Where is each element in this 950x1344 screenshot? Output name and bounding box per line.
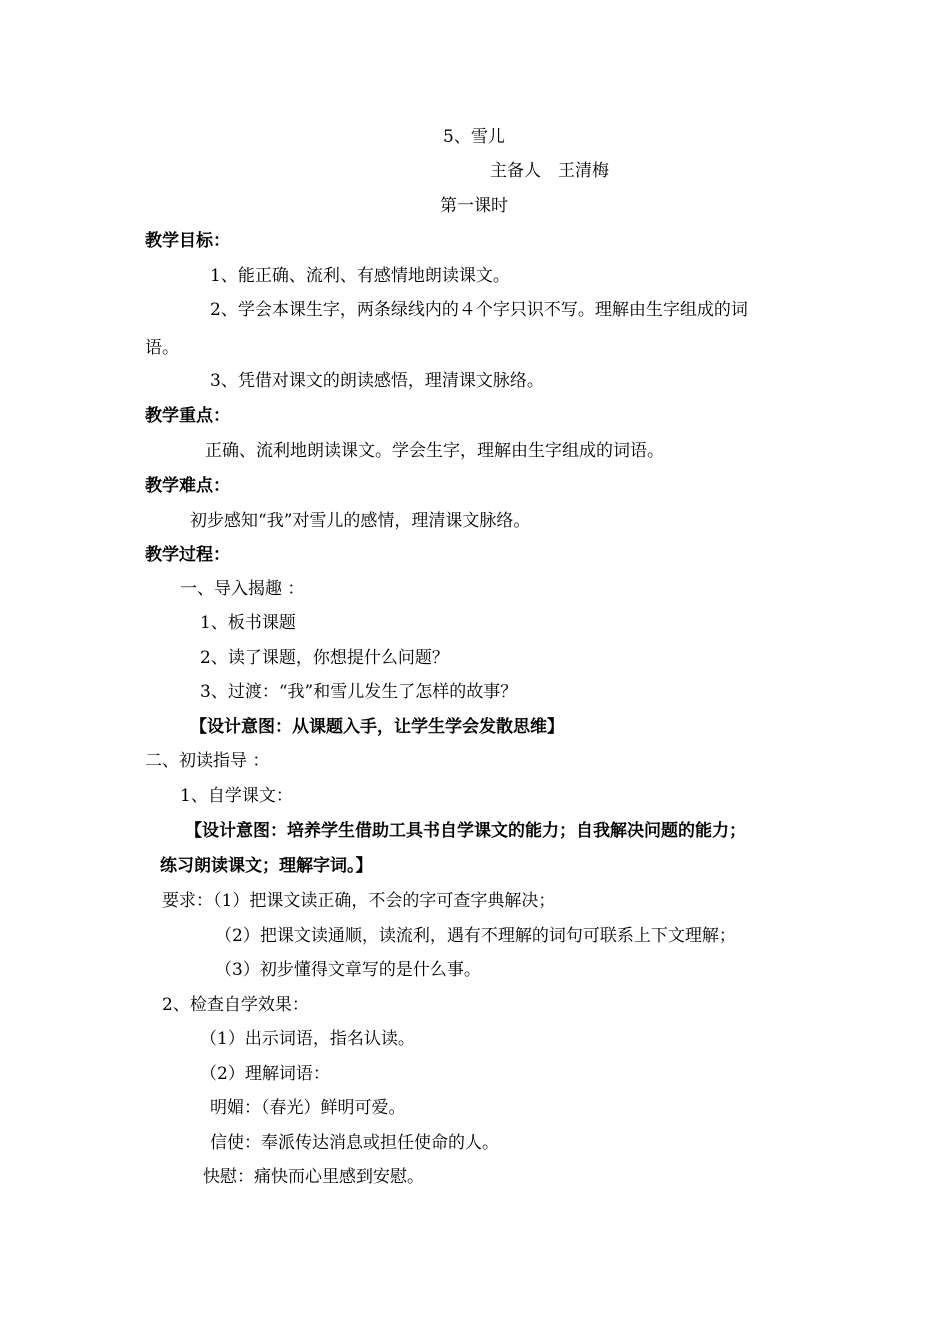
check-item: （1）出示词语，指名认读。 xyxy=(200,1029,415,1049)
key-points-heading: 教学重点： xyxy=(145,406,230,426)
vocab-item: 快慰：痛快而心里感到安慰。 xyxy=(203,1167,424,1187)
section1-design-note: 【设计意图：从课题入手，让学生学会发散思维】 xyxy=(190,717,564,737)
preparer: 主备人 王清梅 xyxy=(490,161,609,181)
goal-item: 3、凭借对课文的朗读感悟，理清课文脉络。 xyxy=(210,371,544,391)
difficulties-text: 初步感知“我”对雪儿的感情，理清课文脉络。 xyxy=(190,511,531,531)
section1-item: 2、读了课题，你想提什么问题？ xyxy=(200,648,449,668)
key-points-text: 正确、流利地朗读课文。学会生字，理解由生字组成的词语。 xyxy=(205,441,664,461)
process-heading: 教学过程： xyxy=(145,545,230,565)
vocab-item: 明媚：（春光）鲜明可爱。 xyxy=(210,1098,406,1118)
requirement-item: （3）初步懂得文章写的是什么事。 xyxy=(215,960,481,980)
section2-design-note: 【设计意图：培养学生借助工具书自学课文的能力；自我解决问题的能力； xyxy=(185,821,746,841)
section2-step1: 1、自学课文： xyxy=(180,786,293,806)
section2-title: 二、初读指导 ： xyxy=(145,751,270,771)
lesson-period: 第一课时 xyxy=(440,196,508,216)
goal-item: 2、学会本课生字，两条绿线内的４个字只识不写。理解由生字组成的词 xyxy=(210,300,748,320)
goal-item: 1、能正确、流利、有感情地朗读课文。 xyxy=(210,266,510,286)
section1-item: 3、过渡：“我”和雪儿发生了怎样的故事？ xyxy=(200,682,518,702)
goals-heading: 教学目标： xyxy=(145,231,230,251)
requirement-item: 要求：（1）把课文读正确，不会的字可查字典解决； xyxy=(162,891,556,911)
section2-design-note-cont: 练习朗读课文；理解字词。】 xyxy=(160,856,373,876)
goal-item: 语。 xyxy=(145,338,179,358)
section1-item: 1、板书课题 xyxy=(200,613,296,633)
lesson-title: 5、雪儿 xyxy=(443,127,505,147)
section1-title: 一、导入揭趣 ： xyxy=(180,579,305,599)
difficulties-heading: 教学难点： xyxy=(145,476,230,496)
requirement-item: （2）把课文读通顺，读流利，遇有不理解的词句可联系上下文理解； xyxy=(215,926,736,946)
check-item: （2）理解词语： xyxy=(200,1064,330,1084)
section2-step2: 2、检查自学效果： xyxy=(162,995,309,1015)
vocab-item: 信使：奉派传达消息或担任使命的人。 xyxy=(210,1133,499,1153)
